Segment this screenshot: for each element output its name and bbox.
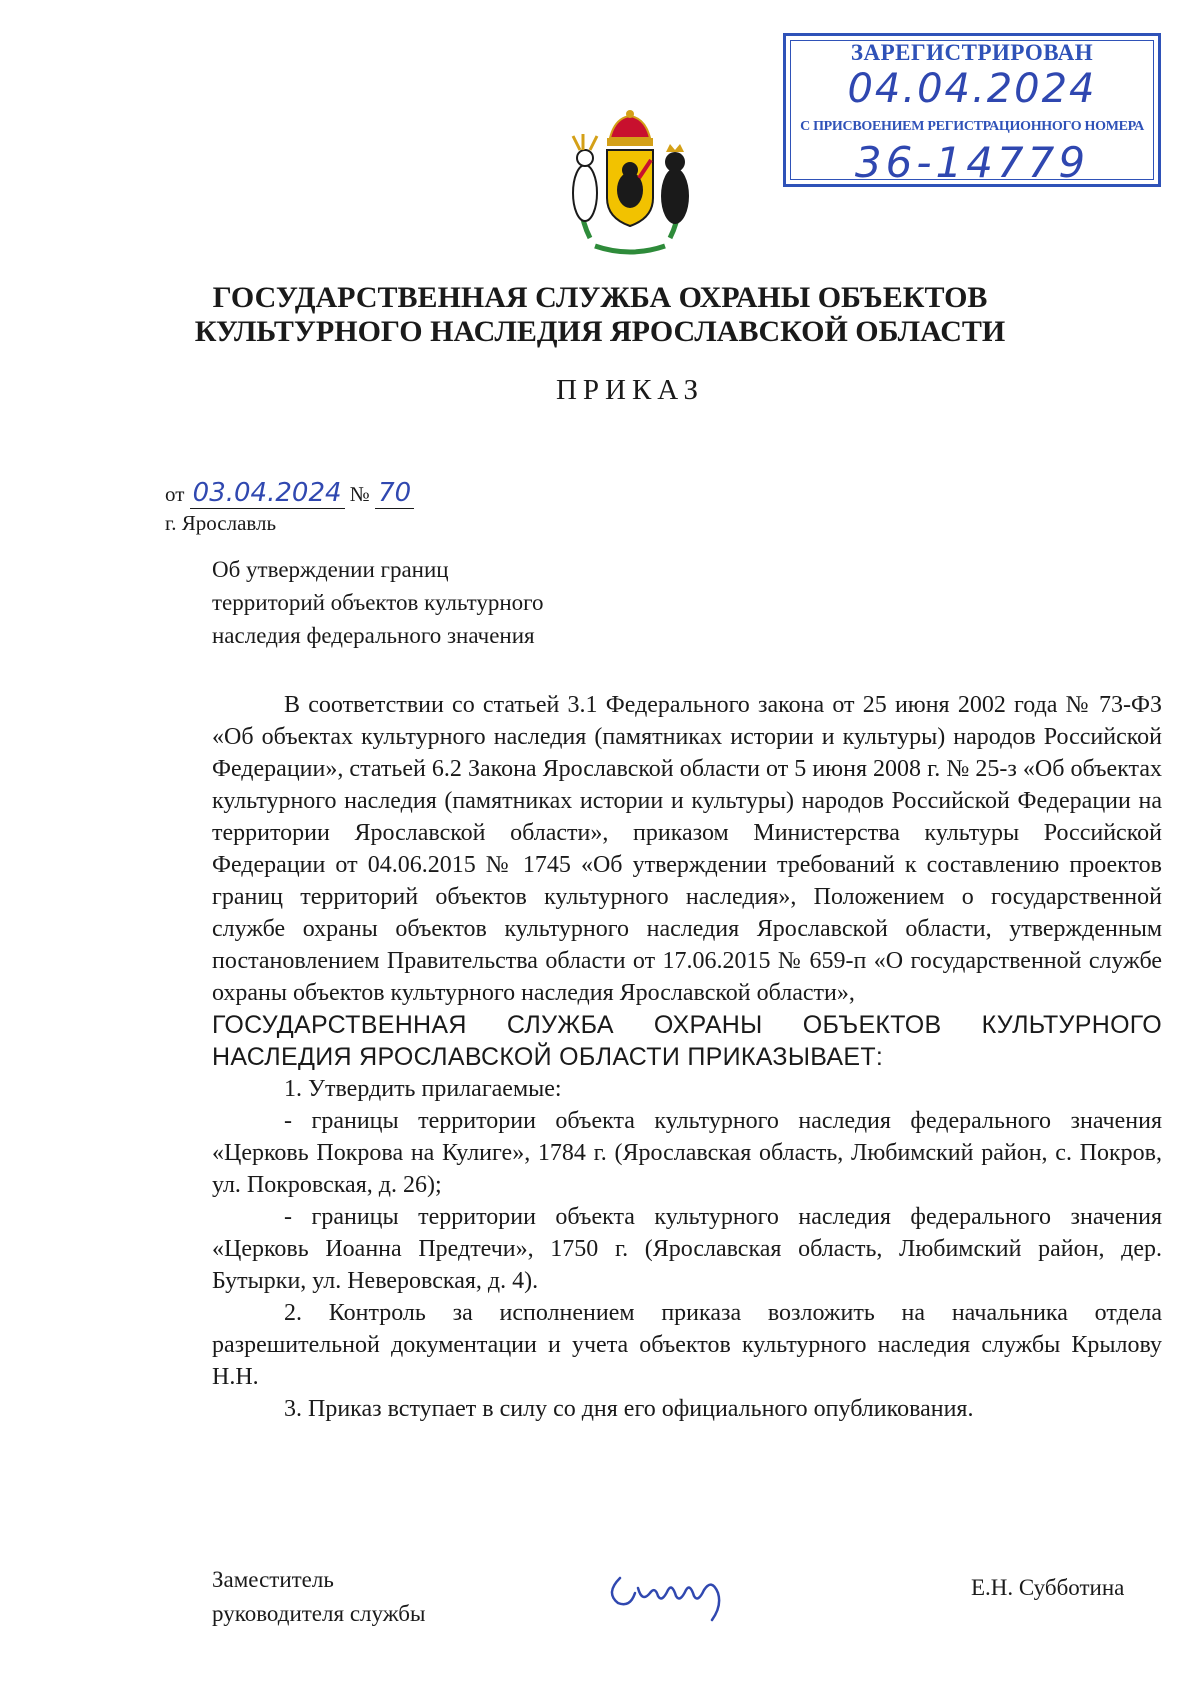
document-city: г. Ярославль	[165, 511, 277, 535]
subject-line: наследия федерального значения	[212, 623, 535, 648]
subject-line: территорий объектов культурного	[212, 590, 544, 615]
signer-name: Е.Н. Субботина	[971, 1575, 1125, 1600]
position-line: руководителя службы	[212, 1601, 426, 1626]
heading-line: КУЛЬТУРНОГО НАСЛЕДИЯ ЯРОСЛАВСКОЙ ОБЛАСТИ	[194, 315, 1006, 348]
document-number: 70	[375, 478, 414, 509]
document-subject	[212, 553, 544, 652]
coat-of-arms-icon	[555, 108, 705, 258]
item-paragraph: 3. Приказ вступает в силу со дня его официального опубликования.	[284, 1396, 974, 1422]
handwritten-signature-icon	[600, 1548, 750, 1628]
item-paragraph: 1. Утвердить прилагаемые:	[284, 1076, 562, 1102]
organization-heading	[150, 281, 1050, 349]
document-date: 03.04.2024	[190, 478, 345, 509]
document-body	[212, 689, 1162, 1425]
stamp-subtitle: С ПРИСВОЕНИЕМ РЕГИСТРАЦИОННОГО НОМЕРА	[800, 119, 1144, 134]
registration-stamp	[783, 33, 1161, 187]
date-prefix: от	[165, 482, 185, 506]
item-paragraph: - границы территории объекта культурного наследия федерального значения «Церковь Покрова на Кулиге», 1784 г. (Ярославская область, Любимский район, с. Покров, ул. Покровская, д. 26);	[212, 1108, 1162, 1198]
heading-line: ГОСУДАРСТВЕННАЯ СЛУЖБА ОХРАНЫ ОБЪЕКТОВ	[212, 281, 988, 314]
stamp-number: 36-14779	[854, 138, 1090, 187]
signer-position	[212, 1563, 425, 1631]
orders-paragraph: ГОСУДАРСТВЕННАЯ СЛУЖБА ОХРАНЫ ОБЪЕКТОВ КУЛЬТУРНОГО НАСЛЕДИЯ ЯРОСЛАВСКОЙ ОБЛАСТИ ПРИКАЗЫВАЕТ:	[212, 1011, 1162, 1071]
item-paragraph: 2. Контроль за исполнением приказа возложить на начальника отдела разрешительной документации и учета объектов культурного наследия службы Крылову Н.Н.	[212, 1300, 1162, 1390]
position-line: Заместитель	[212, 1567, 334, 1592]
stamp-title: ЗАРЕГИСТРИРОВАН	[850, 40, 1094, 65]
document-date-number	[165, 478, 414, 509]
stamp-date: 04.04.2024	[847, 66, 1097, 112]
preamble-paragraph: В соответствии со статьей 3.1 Федерального закона от 25 июня 2002 года № 73-ФЗ «Об объектах культурного наследия (памятниках истории и культуры) народов Российской Федерации», статьей 6.2 Закона Ярославской области от 5 июня 2008 г. № 25-з «Об объектах культурного наследия (памятниках истории и культуры) народов Российской Федерации на территории Ярославской области», приказом Министерства культуры Российской Федерации от 04.06.2015 № 1745 «Об утверждении требований к составлению проектов границ территорий объектов культурного наследия», Положением о государственной службе охраны объектов культурного наследия Ярославской области, утвержденным постановлением Правительства области от 17.06.2015 № 659-п «О государственной службе охраны объектов культурного наследия Ярославской области»,	[212, 692, 1162, 1006]
number-prefix: №	[349, 482, 370, 506]
item-paragraph: - границы территории объекта культурного наследия федерального значения «Церковь Иоанна Предтечи», 1750 г. (Ярославская область, Любимский район, дер. Бутырки, ул. Неверовская, д. 4).	[212, 1204, 1162, 1294]
document-type: ПРИКАЗ	[555, 374, 705, 406]
subject-line: Об утверждении границ	[212, 557, 449, 582]
